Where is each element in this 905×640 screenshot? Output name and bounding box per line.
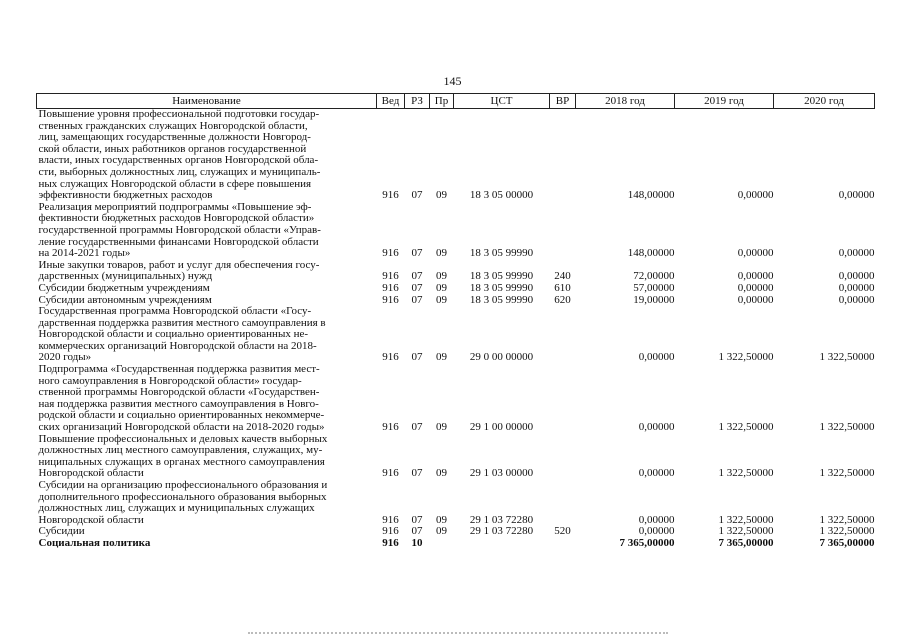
cell-2019: 1 322,50000 [718, 421, 774, 434]
header-cst: ЦСТ [454, 94, 550, 109]
cell-2020: 0,00000 [838, 281, 875, 294]
cell-2020: 0,00000 [838, 247, 875, 260]
cell-2020: 7 365,00000 [819, 536, 875, 549]
cell-ved: 916 [382, 189, 399, 202]
header-2020: 2020 год [774, 94, 875, 109]
table-row [37, 283, 875, 295]
cell-rz: 07 [411, 351, 423, 364]
cell-name: Государственная программа Новгородской области «Госу- дарственная поддержка развития местного самоуправления в Новгородской области и социально ориентированных не- коммерческих организаций Новгородской области на 2018- 2020 годы» [38, 305, 326, 364]
header-name: Наименование [37, 94, 377, 109]
cell-2020: 0,00000 [838, 293, 875, 306]
cell-2020: 0,00000 [838, 270, 875, 283]
cell-pr: 09 [436, 525, 447, 538]
cell-2018: 7 365,00000 [619, 536, 675, 549]
cell-name: Повышение профессиональных и деловых качеств выборных должностных лиц местного самоуправления, служащих, му- ниципальных служащих в органах местного самоуправления Новгородской области [38, 432, 328, 480]
cell-pr: 09 [436, 421, 447, 434]
cell-vr [550, 434, 576, 480]
cell-rz: 07 [411, 247, 423, 260]
budget-table-container [36, 93, 874, 550]
budget-table [36, 93, 875, 550]
table-row [37, 434, 875, 480]
header-2019: 2019 год [675, 94, 774, 109]
cell-rz: 07 [411, 421, 423, 434]
cell-cst: 29 1 00 00000 [469, 421, 534, 434]
cell-name: Субсидии на организацию профессионального образования и дополнительного профессионального образования выборных должностных лиц, служащих и муниципальных служащих Новгородской области [38, 479, 328, 526]
cell-2019: 1 322,50000 [718, 467, 774, 480]
cell-rz: 07 [411, 281, 423, 294]
page-number: 145 [443, 74, 462, 88]
cell-rz: 07 [411, 467, 423, 480]
cell-vr: 620 [554, 293, 571, 306]
cell-ved: 916 [382, 281, 399, 294]
cell-2019: 0,00000 [737, 293, 774, 306]
cell-2020: 1 322,50000 [819, 513, 875, 526]
cell-name: Субсидии бюджетным учреждениям [38, 281, 210, 294]
cell-name: Реализация мероприятий подпрограммы «Повышение эф- фективности бюджетных расходов Новгородской области» государственной программы Новгородской области «Управ- ление государственными финансами Новгородской области на 2014-2021 годы» [38, 200, 321, 260]
cell-2020: 1 322,50000 [819, 421, 875, 434]
cell-cst: 29 1 03 72280 [469, 525, 534, 538]
cell-vr [550, 202, 576, 260]
cell-2020: 1 322,50000 [819, 525, 875, 538]
header-ved: Вед [377, 94, 405, 109]
cell-rz: 07 [411, 293, 423, 306]
cell-pr: 09 [436, 247, 447, 260]
table-row [37, 260, 875, 283]
cell-2018: 57,00000 [633, 281, 675, 294]
cell-cst: 18 3 05 99990 [469, 293, 534, 306]
cell-rz: 07 [411, 189, 423, 202]
cell-2018: 148,00000 [627, 247, 675, 260]
cell-pr: 09 [436, 513, 447, 526]
cell-2020: 0,00000 [838, 189, 875, 202]
header-pr: Пр [430, 94, 454, 109]
cell-ved: 916 [382, 525, 399, 538]
cell-2018: 72,00000 [633, 270, 675, 283]
cell-2019: 1 322,50000 [718, 513, 774, 526]
header-2018: 2018 год [576, 94, 675, 109]
cell-pr: 09 [436, 189, 447, 202]
cell-2018: 148,00000 [627, 189, 675, 202]
cell-vr [550, 109, 576, 202]
cell-cst: 18 3 05 99990 [469, 247, 534, 260]
cell-rz: 07 [411, 525, 423, 538]
cell-name: Социальная политика [38, 536, 151, 549]
cell-name: Иные закупки товаров, работ и услуг для обеспечения госу- дарственных (муниципальных) нужд [38, 258, 320, 283]
header-rz: РЗ [405, 94, 430, 109]
cell-rz: 10 [411, 536, 423, 549]
cell-vr: 240 [554, 270, 571, 283]
cell-ved: 916 [382, 247, 399, 260]
cell-ved: 916 [382, 467, 399, 480]
cell-2019: 1 322,50000 [718, 525, 774, 538]
cell-cst: 29 1 03 72280 [469, 513, 534, 526]
cell-rz: 07 [411, 513, 423, 526]
table-body [37, 109, 875, 550]
cell-cst: 18 3 05 99990 [469, 281, 534, 294]
cell-pr: 09 [436, 351, 447, 364]
cell-pr: 09 [436, 467, 447, 480]
cell-2018: 0,00000 [638, 513, 675, 526]
cell-name: Подпрограмма «Государственная поддержка развития мест- ного самоуправления в Новгородской области» государ- ственной программы Новгородской области «Государствен- ная поддержка развития местного самоуправления в Новго- родской области и социально ориентированных некоммерче- ских организаций Новгородской области на 2018-2020 годы» [38, 363, 325, 434]
table-row [37, 480, 875, 526]
cell-2019: 0,00000 [737, 281, 774, 294]
cell-ved: 916 [382, 421, 399, 434]
cell-rz: 07 [411, 270, 423, 283]
cell-pr: 09 [436, 293, 447, 306]
cell-name: Повышение уровня профессиональной подготовки государ- ственных гражданских служащих Новгородской области, лиц, замещающих государственные должности Новгород- ской области, иных работников органов государственной власти, иных государственных органов Новгородской обла- сти, выборных должностных лиц, служащих и муниципаль- ных служащих Новгородской области в сфере повышения эффективности бюджетных расходов [38, 108, 321, 202]
table-row [37, 109, 875, 202]
cell-2019: 0,00000 [737, 247, 774, 260]
cell-vr: 520 [554, 525, 571, 538]
cell-2018: 0,00000 [638, 525, 675, 538]
cell-pr [430, 538, 454, 550]
cell-2018: 19,00000 [633, 293, 675, 306]
table-row [37, 538, 875, 550]
header-vr: ВР [550, 94, 576, 109]
cell-ved: 916 [382, 536, 399, 549]
cell-2018: 0,00000 [638, 467, 675, 480]
cell-pr: 09 [436, 270, 447, 283]
cell-ved: 916 [382, 351, 399, 364]
cell-ved: 916 [382, 513, 399, 526]
cell-name: Субсидии автономным учреждениям [38, 293, 212, 306]
cell-pr: 09 [436, 281, 447, 294]
table-row [37, 202, 875, 260]
cell-2020: 1 322,50000 [819, 351, 875, 364]
cell-name: Субсидии [38, 525, 85, 538]
cell-2020: 1 322,50000 [819, 467, 875, 480]
cell-vr [550, 364, 576, 434]
cell-vr: 610 [554, 281, 571, 294]
cell-cst: 18 3 05 00000 [469, 189, 534, 202]
cell-vr [550, 480, 576, 526]
cell-2018: 0,00000 [638, 351, 675, 364]
cell-cst: 29 0 00 00000 [469, 351, 534, 364]
cell-2018: 0,00000 [638, 421, 675, 434]
cell-ved: 916 [382, 270, 399, 283]
cell-cst [454, 538, 550, 550]
table-row [37, 306, 875, 364]
cell-vr [550, 306, 576, 364]
cell-cst: 18 3 05 99990 [469, 270, 534, 283]
cell-2019: 0,00000 [737, 270, 774, 283]
table-header-row [37, 94, 875, 109]
cell-vr [550, 538, 576, 550]
scan-artifact-line [248, 632, 668, 634]
cell-2019: 7 365,00000 [718, 536, 774, 549]
table-row [37, 364, 875, 434]
cell-ved: 916 [382, 293, 399, 306]
cell-cst: 29 1 03 00000 [469, 467, 534, 480]
cell-2019: 0,00000 [737, 189, 774, 202]
cell-2019: 1 322,50000 [718, 351, 774, 364]
